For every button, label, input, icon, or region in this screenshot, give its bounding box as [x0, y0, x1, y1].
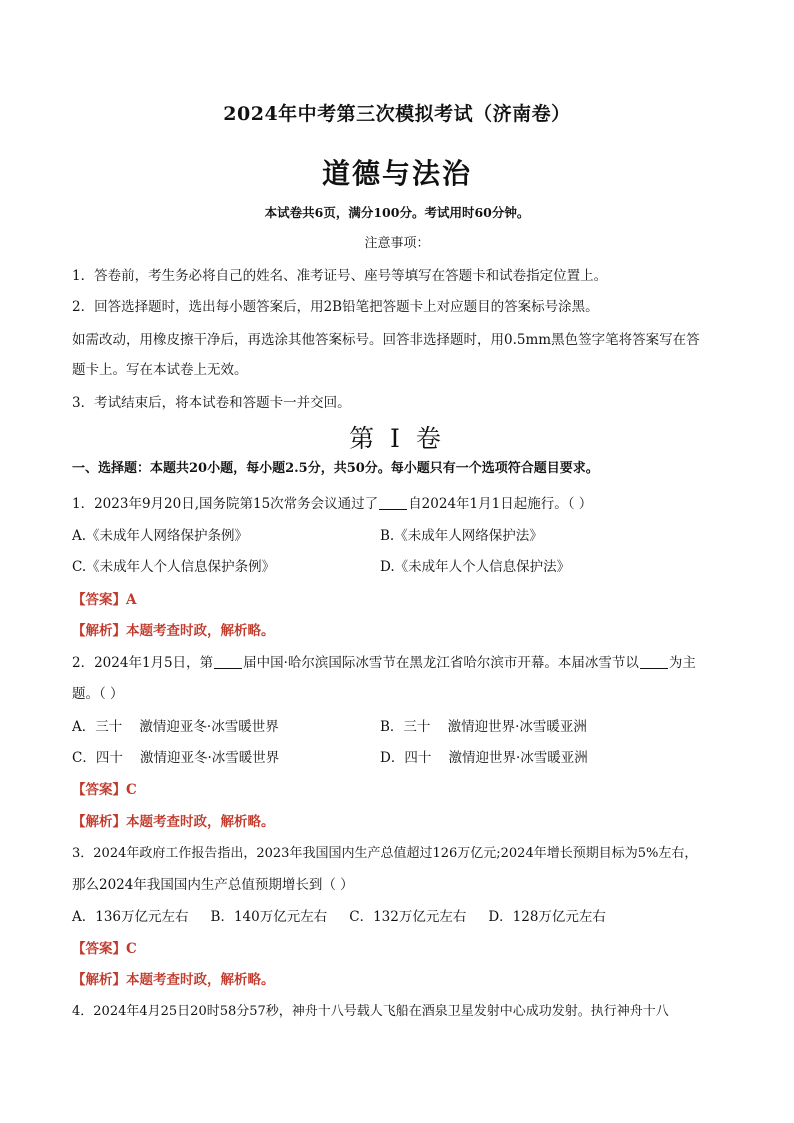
q1-analysis-label: 【解析】	[72, 623, 126, 639]
note-3: 3．考试结束后，将本试卷和答题卡一并交回。	[72, 395, 351, 411]
q2-stem-a: 2．2024年1月5日，第	[72, 655, 214, 671]
q1-analysis	[72, 621, 275, 641]
note-1: 1．答卷前，考生务必将自己的姓名、准考证号、座号等填写在答题卡和试卷指定位置上。	[72, 268, 608, 284]
q2-option-a: A．三十 激情迎亚冬·冰雪暖世界	[72, 719, 279, 735]
q3-answer-label: 【答案】	[72, 941, 126, 957]
q3-option-b: B．140万亿元左右	[210, 909, 328, 925]
subject-title: 道德与法治	[321, 157, 472, 190]
q1-stem-b: 自2024年1月1日起施行。（ ）	[408, 496, 593, 512]
q3-stem-cont: 那么2024年我国国内生产总值预期增长到（ ）	[72, 877, 354, 893]
q2-answer-label: 【答案】	[72, 782, 126, 798]
q2-blank-1	[214, 654, 242, 669]
q1-option-d: D.《未成年人个人信息保护法》	[380, 559, 571, 575]
exam-meta: 本试卷共6页，满分100分。考试用时60分钟。	[264, 205, 530, 220]
section-title: 第 I 卷	[349, 424, 445, 453]
q1-analysis-text: 本题考查时政，解析略。	[126, 623, 275, 639]
q1-answer-value: A	[126, 592, 137, 608]
q3-analysis	[72, 970, 275, 990]
q2-blank-2	[640, 654, 668, 669]
q3-option-c: C．132万亿元左右	[349, 909, 467, 925]
q2-stem-cont: 题。（ ）	[72, 686, 124, 702]
q2-analysis-label: 【解析】	[72, 814, 126, 830]
q2-answer	[72, 780, 137, 800]
q2-option-b: B．三十 激情迎世界·冰雪暖亚洲	[380, 719, 587, 735]
q1-answer-label: 【答案】	[72, 592, 126, 608]
q1-option-a: A.《未成年人网络保护条例》	[72, 528, 249, 544]
q3-analysis-label: 【解析】	[72, 972, 126, 988]
q3-answer	[72, 939, 137, 959]
question-4-stem: 4．2024年4月25日20时58分57秒，神舟十八号载人飞船在酒泉卫星发射中心成功发射。执行神舟十八	[72, 1004, 669, 1019]
q1-option-c: C.《未成年人个人信息保护条例》	[72, 559, 276, 575]
q1-answer	[72, 590, 136, 610]
question-3-stem: 3．2024年政府工作报告指出，2023年我国国内生产总值超过126万亿元;2024年增长预期目标为5%左右，	[72, 846, 698, 861]
q3-option-d: D．128万亿元左右	[488, 909, 606, 925]
question-2-stem	[72, 653, 696, 673]
q2-stem-c: 为主	[668, 655, 696, 671]
q3-option-a: A．136万亿元左右	[72, 909, 189, 925]
q1-stem-a: 1．2023年9月20日,国务院第15次常务会议通过了	[72, 496, 379, 512]
q2-analysis-text: 本题考查时政，解析略。	[126, 814, 275, 830]
q3-options	[72, 907, 606, 927]
notes-heading: 注意事项：	[364, 236, 430, 251]
exam-title: 2024年中考第三次模拟考试（济南卷）	[223, 103, 571, 125]
q3-answer-value: C	[126, 941, 137, 957]
q2-answer-value: C	[126, 782, 137, 798]
section-instructions: 一、选择题：本题共20小题，每小题2.5分，共50分。每小题只有一个选项符合题目要求。	[72, 461, 599, 476]
q2-stem-b: 届中国·哈尔滨国际冰雪节在黑龙江省哈尔滨市开幕。本届冰雪节以	[243, 655, 639, 671]
q3-analysis-text: 本题考查时政，解析略。	[126, 972, 275, 988]
note-2-cont: 如需改动，用橡皮擦干净后，再选涂其他答案标号。回答非选择题时，用0.5mm黑色签字笔将答案写在答	[72, 332, 700, 348]
q1-option-b: B.《未成年人网络保护法》	[380, 528, 543, 544]
q2-option-c: C．四十 激情迎亚冬·冰雪暖世界	[72, 750, 280, 766]
q2-option-d: D．四十 激情迎世界·冰雪暖亚洲	[380, 750, 588, 766]
question-1-stem	[72, 494, 592, 514]
note-2: 2．回答选择题时，选出每小题答案后，用2B铅笔把答题卡上对应题目的答案标号涂黑。	[72, 299, 599, 315]
note-2-cont2: 题卡上。写在本试卷上无效。	[72, 362, 248, 378]
q1-blank	[379, 495, 407, 510]
q2-analysis	[72, 812, 275, 832]
